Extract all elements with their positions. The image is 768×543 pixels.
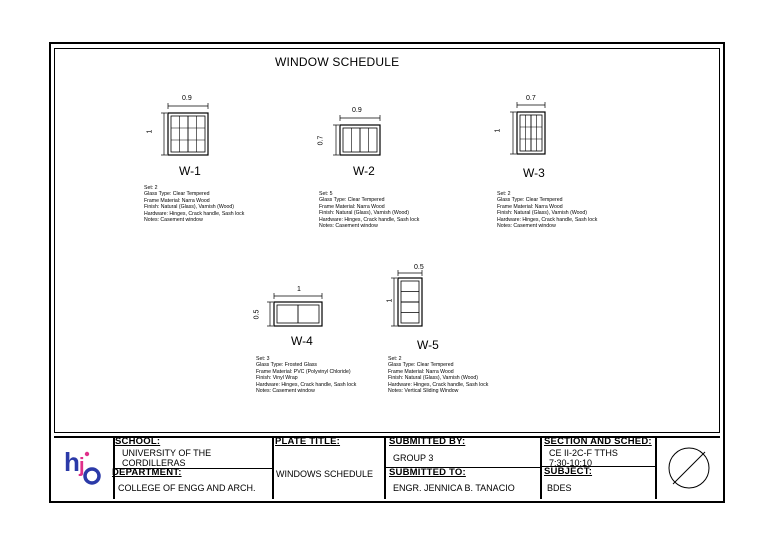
- w3-label: W-3: [523, 166, 545, 180]
- submitted-by-value: GROUP 3: [393, 453, 434, 463]
- w1-width-dim: 0.9: [182, 95, 192, 102]
- w5-height-dim: 1: [386, 298, 394, 303]
- window-w1-elevation: [158, 93, 218, 163]
- sheet-number-symbol-icon: [664, 443, 714, 493]
- w4-notes: Set: 3 Glass Type: Frosted Glass Frame Material: PVC (Polyvinyl Chloride) Finish: Vinyl Wrap Hardware: Hinges, Crack handle, Sash lock Notes: Casement window: [256, 356, 357, 395]
- w4-height-dim: 0.5: [253, 309, 261, 320]
- w2-notes: Set: 5 Glass Type: Clear Tempered Frame Material: Narra Wood Finish: Natural (Glass), Varnish (Wood) Hardware: Hinges, Crack handle, Sash lock Notes: Casement window: [319, 191, 420, 230]
- w2-width-dim: 0.9: [352, 107, 362, 114]
- subject-header: SUBJECT:: [544, 466, 593, 477]
- submitted-to-value: ENGR. JENNICA B. TANACIO: [393, 483, 515, 493]
- window-w3-elevation: [505, 93, 555, 163]
- plate-title-header: PLATE TITLE:: [275, 436, 341, 447]
- subject-value: BDES: [547, 483, 572, 493]
- school-logo-icon: [62, 445, 110, 487]
- sheet-title: WINDOW SCHEDULE: [275, 55, 400, 69]
- w4-label: W-4: [291, 334, 313, 348]
- w3-notes: Set: 2 Glass Type: Clear Tempered Frame Material: Narra Wood Finish: Natural (Glass), Varnish (Wood) Hardware: Hinges, Crack handle, Sash lock Notes: Casement window: [497, 191, 598, 230]
- drawing-area: [54, 48, 720, 433]
- section-header: SECTION AND SCHED:: [544, 436, 652, 447]
- w5-width-dim: 0.5: [414, 264, 424, 271]
- school-value: UNIVERSITY OF THE CORDILLERAS: [122, 448, 212, 468]
- w4-width-dim: 1: [297, 286, 301, 293]
- submitted-to-header: SUBMITTED TO:: [389, 467, 466, 478]
- department-header: DEPARTMENT:: [112, 467, 182, 478]
- logo-letter-j: j: [79, 455, 85, 477]
- w1-notes: Set: 2 Glass Type: Clear Tempered Frame Material: Narra Wood Finish: Natural (Glass), Varnish (Wood) Hardware: Hinges, Crack handle, Sash lock Notes: Casement window: [144, 185, 245, 224]
- school-header: SCHOOL:: [115, 436, 161, 447]
- submitted-by-header: SUBMITTED BY:: [389, 436, 466, 447]
- logo-letter-h: h: [64, 447, 80, 477]
- window-w4-elevation: [262, 284, 328, 332]
- department-value: COLLEGE OF ENGG AND ARCH.: [118, 483, 256, 493]
- w1-label: W-1: [179, 164, 201, 178]
- w1-height-dim: 1: [146, 129, 154, 134]
- w5-label: W-5: [417, 338, 439, 352]
- plate-title-value: WINDOWS SCHEDULE: [276, 469, 374, 479]
- w2-label: W-2: [353, 164, 375, 178]
- w2-height-dim: 0.7: [317, 135, 325, 146]
- section-value-1: CE II-2C-F TTHS: [549, 448, 618, 458]
- w3-width-dim: 0.7: [526, 95, 536, 102]
- section-value-2: 7:30-10:10: [549, 458, 593, 468]
- w5-notes: Set: 2 Glass Type: Clear Tempered Frame Material: Narra Wood Finish: Natural (Glass), Varnish (Wood) Hardware: Hinges, Crack handle, Sash lock Notes: Vertical Sliding Window: [388, 356, 489, 395]
- window-w2-elevation: [330, 108, 390, 160]
- w3-height-dim: 1: [494, 128, 502, 133]
